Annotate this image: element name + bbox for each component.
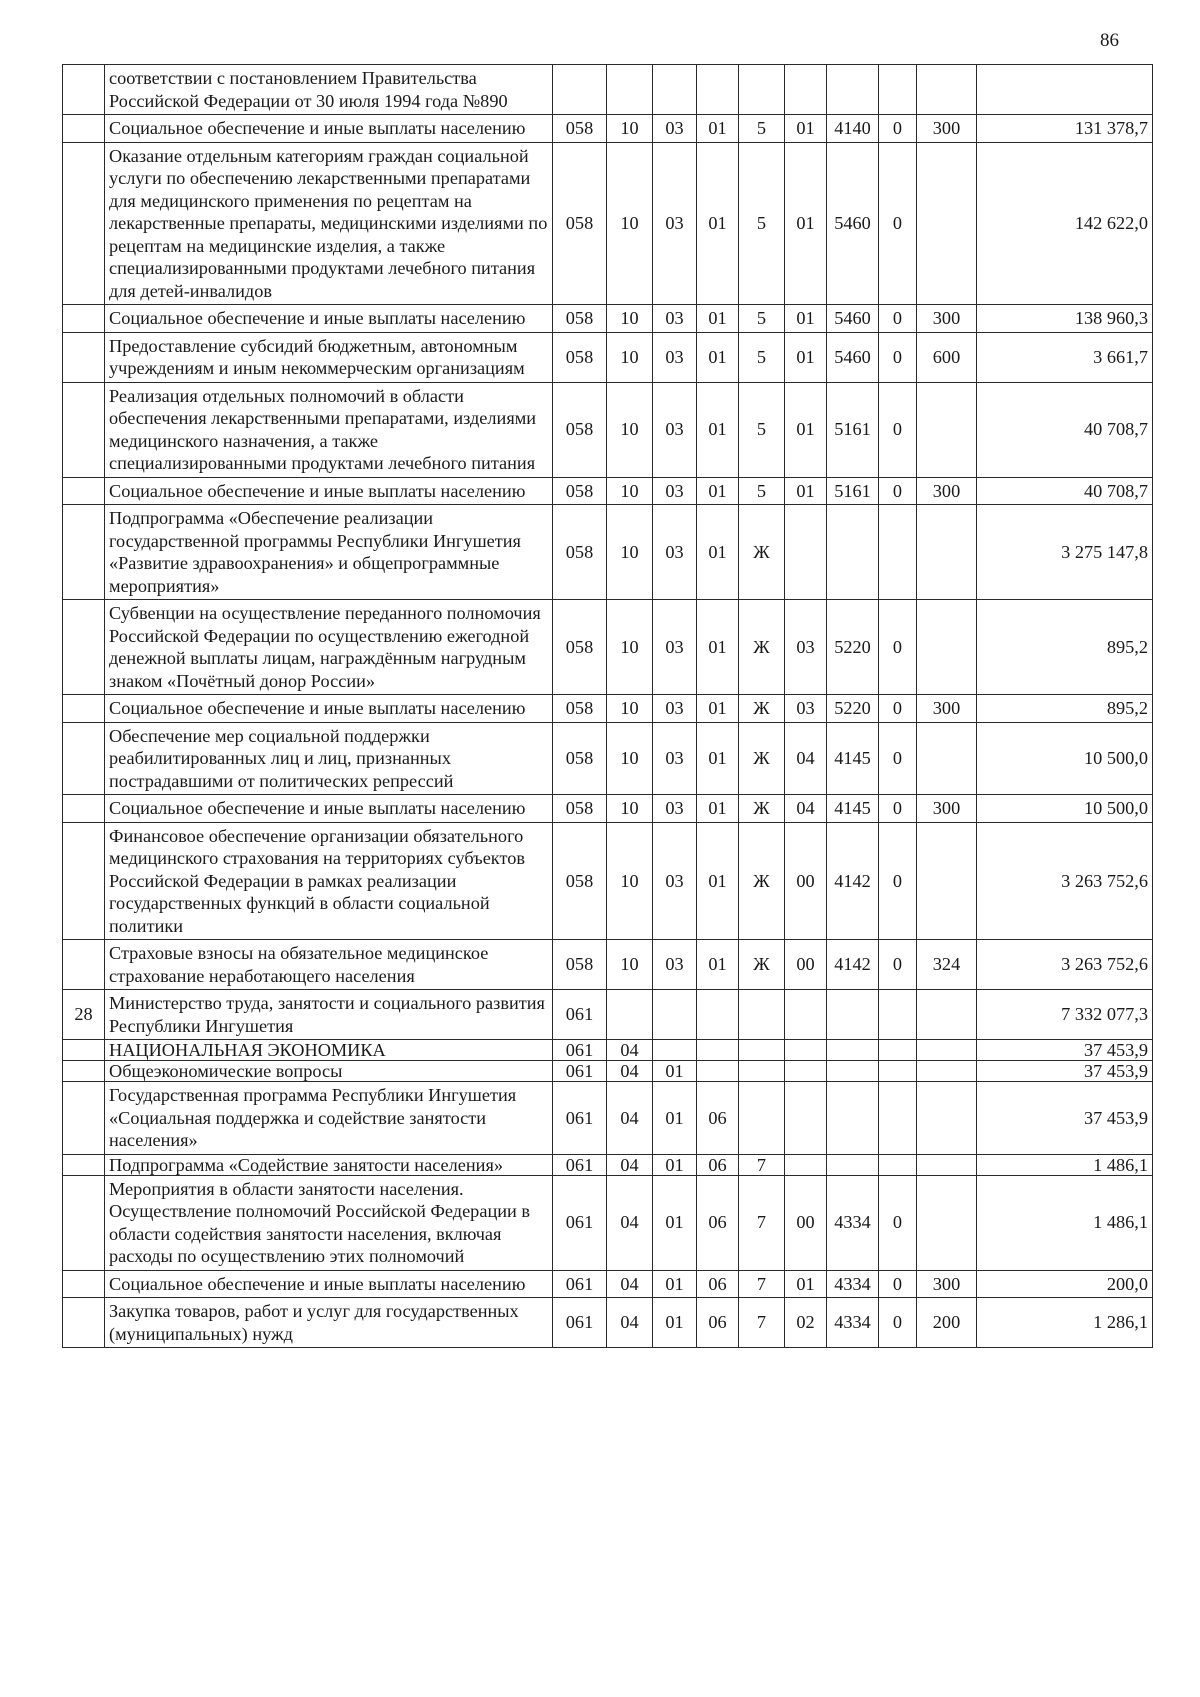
row-number-cell — [63, 477, 105, 505]
amount-cell: 3 263 752,6 — [977, 940, 1153, 990]
event-code-cell: 01 — [785, 382, 827, 477]
ministry-code-cell: 061 — [553, 990, 607, 1040]
program-code-cell: 01 — [697, 332, 739, 382]
ministry-code-cell: 058 — [553, 115, 607, 143]
table-row — [63, 822, 1153, 940]
row-number-cell — [63, 600, 105, 695]
extra-code-cell: 0 — [879, 600, 917, 695]
subprogram-code-cell: Ж — [739, 505, 785, 600]
subprogram-code-cell: 5 — [739, 305, 785, 333]
event-code-cell — [785, 505, 827, 600]
extra-code-cell — [879, 65, 917, 115]
subsection-code-cell: 03 — [653, 305, 697, 333]
extra-code-cell: 0 — [879, 1298, 917, 1348]
expense-type-code-cell — [917, 505, 977, 600]
ministry-code-cell: 058 — [553, 332, 607, 382]
amount-cell: 142 622,0 — [977, 142, 1153, 305]
direction-code-cell — [827, 1082, 879, 1155]
subsection-code-cell: 03 — [653, 722, 697, 795]
page-number: 86 — [1100, 30, 1119, 51]
ministry-code-cell: 058 — [553, 505, 607, 600]
description-cell: Социальное обеспечение и иные выплаты населению — [105, 695, 553, 723]
row-number-cell — [63, 722, 105, 795]
table-row — [63, 940, 1153, 990]
amount-cell: 1 486,1 — [977, 1175, 1153, 1270]
row-number-cell — [63, 822, 105, 940]
table-row — [63, 1040, 1153, 1061]
subsection-code-cell — [653, 1040, 697, 1061]
event-code-cell: 01 — [785, 305, 827, 333]
subprogram-code-cell: Ж — [739, 722, 785, 795]
extra-code-cell: 0 — [879, 382, 917, 477]
subprogram-code-cell: 7 — [739, 1298, 785, 1348]
row-number-cell — [63, 695, 105, 723]
expense-type-code-cell: 200 — [917, 1298, 977, 1348]
section-code-cell — [607, 990, 653, 1040]
ministry-code-cell: 058 — [553, 940, 607, 990]
event-code-cell — [785, 1154, 827, 1175]
extra-code-cell: 0 — [879, 142, 917, 305]
event-code-cell: 00 — [785, 940, 827, 990]
row-number-cell — [63, 65, 105, 115]
section-code-cell: 10 — [607, 115, 653, 143]
section-code-cell: 04 — [607, 1082, 653, 1155]
row-number-cell — [63, 1082, 105, 1155]
description-cell: Мероприятия в области занятости населения. Осуществление полномочий Российской Федерации в области содействия занятости населения, включая расходы по осуществлению этих полномочий — [105, 1175, 553, 1270]
description-cell: Обеспечение мер социальной поддержки реабилитированных лиц и лиц, признанных пострадавшими от политических репрессий — [105, 722, 553, 795]
description-cell: Государственная программа Республики Ингушетия «Социальная поддержка и содействие занятости населения» — [105, 1082, 553, 1155]
subprogram-code-cell: 5 — [739, 142, 785, 305]
section-code-cell: 10 — [607, 940, 653, 990]
expense-type-code-cell — [917, 142, 977, 305]
section-code-cell: 10 — [607, 332, 653, 382]
program-code-cell: 01 — [697, 115, 739, 143]
subprogram-code-cell — [739, 1082, 785, 1155]
amount-cell: 40 708,7 — [977, 382, 1153, 477]
subsection-code-cell: 03 — [653, 600, 697, 695]
subsection-code-cell — [653, 990, 697, 1040]
program-code-cell: 01 — [697, 305, 739, 333]
expense-type-code-cell: 300 — [917, 695, 977, 723]
ministry-code-cell: 061 — [553, 1298, 607, 1348]
direction-code-cell — [827, 1040, 879, 1061]
row-number-cell — [63, 382, 105, 477]
program-code-cell: 06 — [697, 1175, 739, 1270]
direction-code-cell: 4334 — [827, 1270, 879, 1298]
program-code-cell — [697, 990, 739, 1040]
description-cell: Страховые взносы на обязательное медицинское страхование неработающего населения — [105, 940, 553, 990]
subsection-code-cell: 03 — [653, 822, 697, 940]
description-cell: Подпрограмма «Содействие занятости населения» — [105, 1154, 553, 1175]
expense-type-code-cell — [917, 600, 977, 695]
table-row — [63, 795, 1153, 823]
amount-cell: 7 332 077,3 — [977, 990, 1153, 1040]
program-code-cell: 01 — [697, 940, 739, 990]
event-code-cell — [785, 1040, 827, 1061]
description-cell: Социальное обеспечение и иные выплаты населению — [105, 477, 553, 505]
subsection-code-cell: 03 — [653, 795, 697, 823]
direction-code-cell: 5220 — [827, 695, 879, 723]
subsection-code-cell: 03 — [653, 382, 697, 477]
table-row — [63, 990, 1153, 1040]
row-number-cell — [63, 332, 105, 382]
section-code-cell: 04 — [607, 1154, 653, 1175]
subsection-code-cell: 01 — [653, 1154, 697, 1175]
subsection-code-cell: 01 — [653, 1270, 697, 1298]
expense-type-code-cell: 300 — [917, 795, 977, 823]
subprogram-code-cell: 7 — [739, 1154, 785, 1175]
row-number-cell — [63, 1040, 105, 1061]
table-row — [63, 142, 1153, 305]
subprogram-code-cell — [739, 1061, 785, 1082]
description-cell: Оказание отдельным категориям граждан социальной услуги по обеспечению лекарственными препаратами для медицинского применения по рецептам на лекарственные препараты, медицинскими изделиями по рецептам на медицинские изделия, а также специализированными продуктами лечебного питания для детей-инвалидов — [105, 142, 553, 305]
section-code-cell: 04 — [607, 1270, 653, 1298]
subprogram-code-cell: Ж — [739, 822, 785, 940]
row-number-cell — [63, 940, 105, 990]
row-number-cell — [63, 795, 105, 823]
row-number-cell — [63, 1270, 105, 1298]
section-code-cell: 10 — [607, 600, 653, 695]
row-number-cell — [63, 1175, 105, 1270]
section-code-cell: 10 — [607, 477, 653, 505]
program-code-cell: 01 — [697, 722, 739, 795]
section-code-cell: 04 — [607, 1298, 653, 1348]
description-cell: Общеэкономические вопросы — [105, 1061, 553, 1082]
table-row — [63, 1154, 1153, 1175]
row-number-cell — [63, 1154, 105, 1175]
amount-cell: 37 453,9 — [977, 1082, 1153, 1155]
extra-code-cell — [879, 1154, 917, 1175]
ministry-code-cell: 061 — [553, 1154, 607, 1175]
ministry-code-cell: 058 — [553, 795, 607, 823]
section-code-cell: 10 — [607, 505, 653, 600]
description-cell: Финансовое обеспечение организации обязательного медицинского страхования на территориях субъектов Российской Федерации в рамках реализации государственных функций в области социальной политики — [105, 822, 553, 940]
ministry-code-cell: 058 — [553, 722, 607, 795]
subprogram-code-cell — [739, 1040, 785, 1061]
direction-code-cell: 4145 — [827, 795, 879, 823]
extra-code-cell — [879, 990, 917, 1040]
event-code-cell: 00 — [785, 822, 827, 940]
extra-code-cell: 0 — [879, 695, 917, 723]
description-cell: Социальное обеспечение и иные выплаты населению — [105, 795, 553, 823]
expense-type-code-cell — [917, 1154, 977, 1175]
extra-code-cell: 0 — [879, 305, 917, 333]
section-code-cell: 10 — [607, 822, 653, 940]
expense-type-code-cell: 300 — [917, 477, 977, 505]
amount-cell: 1 286,1 — [977, 1298, 1153, 1348]
ministry-code-cell: 058 — [553, 695, 607, 723]
event-code-cell: 03 — [785, 600, 827, 695]
section-code-cell: 10 — [607, 695, 653, 723]
row-number-cell — [63, 115, 105, 143]
ministry-code-cell: 058 — [553, 477, 607, 505]
direction-code-cell — [827, 990, 879, 1040]
expense-type-code-cell: 600 — [917, 332, 977, 382]
extra-code-cell — [879, 1082, 917, 1155]
section-code-cell: 10 — [607, 142, 653, 305]
event-code-cell — [785, 990, 827, 1040]
subsection-code-cell: 01 — [653, 1082, 697, 1155]
table-row — [63, 1298, 1153, 1348]
amount-cell: 3 263 752,6 — [977, 822, 1153, 940]
budget-table — [62, 64, 1153, 1348]
description-cell: Социальное обеспечение и иные выплаты населению — [105, 115, 553, 143]
subsection-code-cell: 03 — [653, 695, 697, 723]
amount-cell: 3 661,7 — [977, 332, 1153, 382]
section-code-cell: 10 — [607, 722, 653, 795]
subprogram-code-cell: 5 — [739, 115, 785, 143]
description-cell: НАЦИОНАЛЬНАЯ ЭКОНОМИКА — [105, 1040, 553, 1061]
table-row — [63, 115, 1153, 143]
direction-code-cell — [827, 1061, 879, 1082]
direction-code-cell: 5161 — [827, 477, 879, 505]
event-code-cell: 01 — [785, 332, 827, 382]
amount-cell: 37 453,9 — [977, 1061, 1153, 1082]
extra-code-cell: 0 — [879, 332, 917, 382]
ministry-code-cell: 061 — [553, 1040, 607, 1061]
table-row — [63, 382, 1153, 477]
expense-type-code-cell: 300 — [917, 115, 977, 143]
subsection-code-cell: 03 — [653, 142, 697, 305]
description-cell: Социальное обеспечение и иные выплаты населению — [105, 305, 553, 333]
amount-cell: 10 500,0 — [977, 722, 1153, 795]
section-code-cell: 04 — [607, 1175, 653, 1270]
event-code-cell — [785, 1082, 827, 1155]
extra-code-cell: 0 — [879, 1270, 917, 1298]
program-code-cell: 01 — [697, 477, 739, 505]
amount-cell: 895,2 — [977, 695, 1153, 723]
program-code-cell: 01 — [697, 695, 739, 723]
amount-cell: 10 500,0 — [977, 795, 1153, 823]
subprogram-code-cell: Ж — [739, 795, 785, 823]
program-code-cell: 01 — [697, 382, 739, 477]
subprogram-code-cell — [739, 65, 785, 115]
ministry-code-cell: 058 — [553, 600, 607, 695]
subsection-code-cell: 01 — [653, 1061, 697, 1082]
expense-type-code-cell — [917, 822, 977, 940]
program-code-cell: 06 — [697, 1082, 739, 1155]
expense-type-code-cell: 300 — [917, 305, 977, 333]
ministry-code-cell: 061 — [553, 1061, 607, 1082]
extra-code-cell: 0 — [879, 115, 917, 143]
program-code-cell — [697, 65, 739, 115]
table-row — [63, 1061, 1153, 1082]
expense-type-code-cell — [917, 382, 977, 477]
ministry-code-cell: 058 — [553, 822, 607, 940]
extra-code-cell: 0 — [879, 477, 917, 505]
row-number-cell — [63, 505, 105, 600]
subsection-code-cell: 03 — [653, 477, 697, 505]
direction-code-cell: 5460 — [827, 305, 879, 333]
subprogram-code-cell: 7 — [739, 1175, 785, 1270]
subsection-code-cell: 03 — [653, 115, 697, 143]
description-cell: Закупка товаров, работ и услуг для государственных (муниципальных) нужд — [105, 1298, 553, 1348]
amount-cell: 895,2 — [977, 600, 1153, 695]
ministry-code-cell — [553, 65, 607, 115]
expense-type-code-cell: 324 — [917, 940, 977, 990]
description-cell: Социальное обеспечение и иные выплаты населению — [105, 1270, 553, 1298]
table-row — [63, 722, 1153, 795]
section-code-cell: 10 — [607, 382, 653, 477]
extra-code-cell: 0 — [879, 722, 917, 795]
event-code-cell: 04 — [785, 722, 827, 795]
table-row — [63, 305, 1153, 333]
expense-type-code-cell — [917, 722, 977, 795]
direction-code-cell: 5460 — [827, 142, 879, 305]
subprogram-code-cell: 5 — [739, 477, 785, 505]
extra-code-cell — [879, 1061, 917, 1082]
event-code-cell: 01 — [785, 1270, 827, 1298]
section-code-cell — [607, 65, 653, 115]
description-cell: Реализация отдельных полномочий в области обеспечения лекарственными препаратами, изделиями медицинского назначения, а также специализированными продуктами лечебного питания — [105, 382, 553, 477]
table-row — [63, 65, 1153, 115]
amount-cell: 40 708,7 — [977, 477, 1153, 505]
section-code-cell: 04 — [607, 1040, 653, 1061]
direction-code-cell: 5460 — [827, 332, 879, 382]
description-cell: соответствии с постановлением Правительства Российской Федерации от 30 июля 1994 года №890 — [105, 65, 553, 115]
subsection-code-cell: 01 — [653, 1298, 697, 1348]
program-code-cell: 06 — [697, 1270, 739, 1298]
expense-type-code-cell: 300 — [917, 1270, 977, 1298]
table-row — [63, 332, 1153, 382]
row-number-cell — [63, 1298, 105, 1348]
event-code-cell: 02 — [785, 1298, 827, 1348]
ministry-code-cell: 061 — [553, 1270, 607, 1298]
program-code-cell: 01 — [697, 505, 739, 600]
event-code-cell: 01 — [785, 477, 827, 505]
amount-cell: 131 378,7 — [977, 115, 1153, 143]
extra-code-cell — [879, 1040, 917, 1061]
subprogram-code-cell: 5 — [739, 332, 785, 382]
row-number-cell: 28 — [63, 990, 105, 1040]
subsection-code-cell: 03 — [653, 332, 697, 382]
description-cell: Министерство труда, занятости и социального развития Республики Ингушетия — [105, 990, 553, 1040]
program-code-cell: 06 — [697, 1298, 739, 1348]
event-code-cell — [785, 65, 827, 115]
direction-code-cell: 4334 — [827, 1298, 879, 1348]
row-number-cell — [63, 305, 105, 333]
subsection-code-cell: 01 — [653, 1175, 697, 1270]
expense-type-code-cell — [917, 1061, 977, 1082]
program-code-cell: 01 — [697, 795, 739, 823]
direction-code-cell: 5220 — [827, 600, 879, 695]
ministry-code-cell: 058 — [553, 382, 607, 477]
extra-code-cell: 0 — [879, 1175, 917, 1270]
direction-code-cell — [827, 505, 879, 600]
direction-code-cell: 4145 — [827, 722, 879, 795]
description-cell: Подпрограмма «Обеспечение реализации государственной программы Республики Ингушетия «Развитие здравоохранения» и общепрограммные мероприятия» — [105, 505, 553, 600]
event-code-cell: 00 — [785, 1175, 827, 1270]
direction-code-cell — [827, 65, 879, 115]
direction-code-cell: 4140 — [827, 115, 879, 143]
table-row — [63, 695, 1153, 723]
expense-type-code-cell — [917, 65, 977, 115]
direction-code-cell: 4142 — [827, 940, 879, 990]
extra-code-cell — [879, 505, 917, 600]
event-code-cell: 01 — [785, 115, 827, 143]
expense-type-code-cell — [917, 1040, 977, 1061]
event-code-cell — [785, 1061, 827, 1082]
subprogram-code-cell — [739, 990, 785, 1040]
table-row — [63, 1175, 1153, 1270]
event-code-cell: 04 — [785, 795, 827, 823]
program-code-cell: 01 — [697, 822, 739, 940]
amount-cell: 37 453,9 — [977, 1040, 1153, 1061]
ministry-code-cell: 058 — [553, 305, 607, 333]
table-row — [63, 505, 1153, 600]
amount-cell: 3 275 147,8 — [977, 505, 1153, 600]
subsection-code-cell — [653, 65, 697, 115]
description-cell: Субвенции на осуществление переданного полномочия Российской Федерации по осуществлению ежегодной денежной выплаты лицам, награждённым нагрудным знаком «Почётный донор России» — [105, 600, 553, 695]
event-code-cell: 01 — [785, 142, 827, 305]
section-code-cell: 10 — [607, 305, 653, 333]
row-number-cell — [63, 1061, 105, 1082]
table-row — [63, 1082, 1153, 1155]
direction-code-cell — [827, 1154, 879, 1175]
section-code-cell: 10 — [607, 795, 653, 823]
ministry-code-cell: 061 — [553, 1082, 607, 1155]
extra-code-cell: 0 — [879, 795, 917, 823]
description-cell: Предоставление субсидий бюджетным, автономным учреждениям и иным некоммерческим организациям — [105, 332, 553, 382]
direction-code-cell: 4334 — [827, 1175, 879, 1270]
program-code-cell — [697, 1040, 739, 1061]
amount-cell: 1 486,1 — [977, 1154, 1153, 1175]
direction-code-cell: 5161 — [827, 382, 879, 477]
subprogram-code-cell: Ж — [739, 695, 785, 723]
subsection-code-cell: 03 — [653, 940, 697, 990]
program-code-cell: 01 — [697, 600, 739, 695]
ministry-code-cell: 061 — [553, 1175, 607, 1270]
subprogram-code-cell: 5 — [739, 382, 785, 477]
amount-cell: 200,0 — [977, 1270, 1153, 1298]
expense-type-code-cell — [917, 1082, 977, 1155]
subprogram-code-cell: Ж — [739, 600, 785, 695]
section-code-cell: 04 — [607, 1061, 653, 1082]
subsection-code-cell: 03 — [653, 505, 697, 600]
row-number-cell — [63, 142, 105, 305]
program-code-cell: 01 — [697, 142, 739, 305]
ministry-code-cell: 058 — [553, 142, 607, 305]
program-code-cell: 06 — [697, 1154, 739, 1175]
subprogram-code-cell: 7 — [739, 1270, 785, 1298]
amount-cell — [977, 65, 1153, 115]
amount-cell: 138 960,3 — [977, 305, 1153, 333]
expense-type-code-cell — [917, 1175, 977, 1270]
expense-type-code-cell — [917, 990, 977, 1040]
table-row — [63, 600, 1153, 695]
direction-code-cell: 4142 — [827, 822, 879, 940]
subprogram-code-cell: Ж — [739, 940, 785, 990]
event-code-cell: 03 — [785, 695, 827, 723]
table-row — [63, 1270, 1153, 1298]
table-row — [63, 477, 1153, 505]
extra-code-cell: 0 — [879, 940, 917, 990]
extra-code-cell: 0 — [879, 822, 917, 940]
program-code-cell — [697, 1061, 739, 1082]
